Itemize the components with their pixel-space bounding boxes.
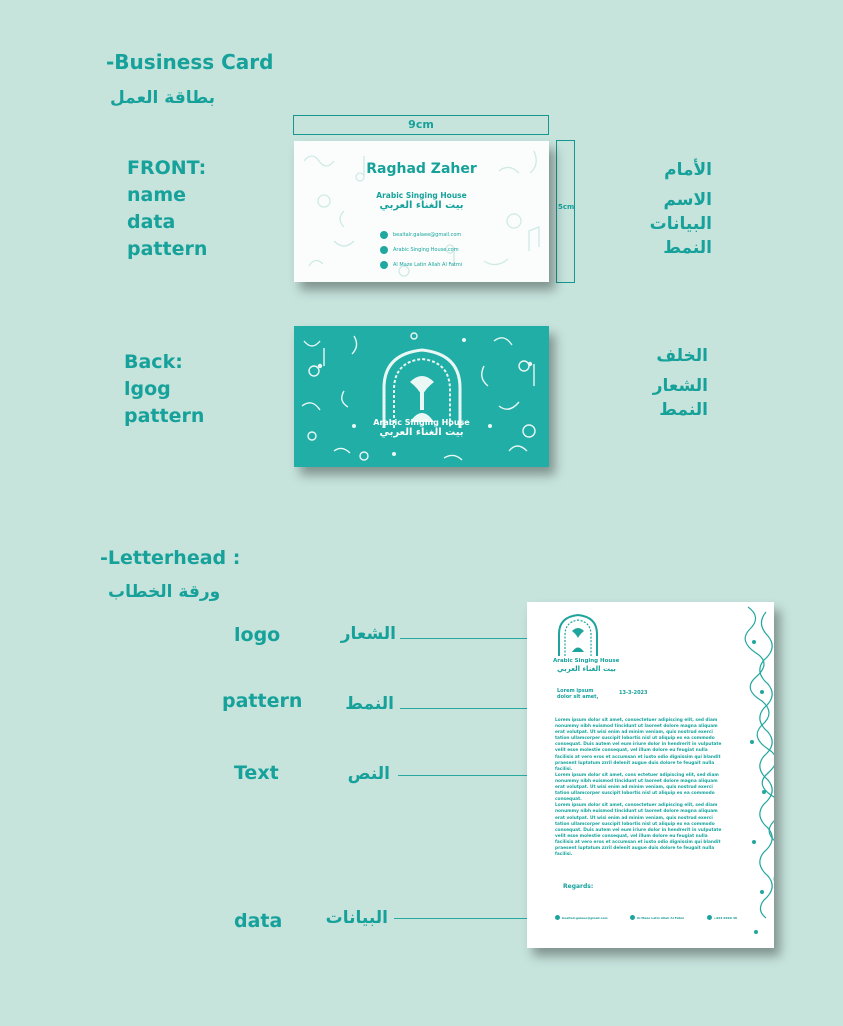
row-text-en: Text [234, 762, 279, 784]
letterhead-page [527, 602, 774, 948]
row-data-en: data [234, 910, 283, 932]
letterhead-heading: -Letterhead : [100, 547, 241, 569]
business-card-back [294, 326, 549, 467]
letterhead-recipient: Lorem ipsum dolor sit amet, [557, 688, 599, 700]
pattern-label: pattern [127, 238, 208, 260]
letterhead-footer [555, 915, 737, 920]
footer-address [630, 915, 684, 920]
card-contacts [380, 227, 462, 272]
letterhead-regards: Regards: [563, 883, 594, 890]
back-label-ar: الخلف [656, 346, 708, 366]
letterhead-heading-ar: ورقة الخطاب [108, 582, 221, 602]
footer-phone [707, 915, 737, 920]
letterhead-body-text: Lorem ipsum dolor sit amet, consectetuer adipiscing elit, sed diam nonummy nibh euismod tincidunt ut laoreet dolore magna aliquam erat volutpat. Ut wisi enim ad minim veniam, quis nostrud exerci tation ullamcorper suscipit lobortis nisl ut aliquip ex ea commodo consequat. Duis autem vel eum iriure dolor in hendrerit in vulputate velit esse molestie consequat, vel illum dolore eu feugiat nulla facilisis at vero eros et accumsan et iusto odio dignissim qui blandit praesent luptatum zzril delenit augue duis dolore te feugait nulla facilisi. Lorem ipsum dolor sit amet, cons ectetuer adipiscing elit, sed diam nonummy nibh euismod tincidunt ut laoreet dolore magna aliquam erat volutpat. Ut wisi enim ad minim veniam, quis nostrud exerci tation ullamcorper suscipit lobortis nisl ut aliquip ex ea commodo consequat. Lorem ipsum dolor sit amet, consectetuer adipiscing elit, sed diam nonummy nibh euismod tincidunt ut laoreet dolore magna aliquam erat volutpat. Ut wisi enim ad minim veniam, quis nostrud exerci tation ullamcorper suscipit lobortis nisl ut aliquip ex ea commodo consequat. Duis autem vel eum iriure dolor in hendrerit in vulputate velit esse molestie consequat, vel illum dolore eu feugiat nulla facilisis at vero eros et accumsan et iusto odio dignissim qui blandit praesent luptatum zzril delenit augue duis dolore te feugait nulla facilisi. [555, 718, 722, 858]
back-org-ar: بيت الغناء العربي [379, 427, 464, 438]
back-label: Back: [124, 351, 183, 373]
text-leader-line [398, 775, 548, 776]
row-text-ar: النص [347, 764, 390, 784]
back-org-en: Arabic Singing House [373, 418, 470, 427]
row-pattern-en: pattern [222, 690, 303, 712]
row-data-ar: البيانات [325, 908, 388, 928]
contact-email [380, 227, 462, 242]
height-dimension-box [556, 140, 575, 283]
globe-icon [380, 246, 388, 254]
location-icon [630, 915, 635, 920]
row-pattern-ar: النمط [345, 694, 394, 714]
back-pattern-label-ar: النمط [659, 400, 708, 420]
contact-email-text: beaitalr.galaee@gmail.com [393, 231, 462, 238]
contact-website [380, 242, 462, 257]
footer-phone-text: +963 0999 48 [713, 915, 737, 920]
business-card-heading: -Business Card [106, 50, 274, 74]
row-logo-en: logo [234, 624, 281, 646]
letterhead-org-ar: بيت الغناء العربي [557, 665, 616, 673]
footer-email [555, 915, 608, 920]
back-labels-ar [630, 344, 708, 422]
width-label: 9cm [408, 118, 434, 131]
side-ornament-pattern [742, 602, 774, 948]
height-label: 5cm [558, 203, 575, 211]
front-label: FRONT: [127, 157, 207, 179]
front-label-ar: الأمام [664, 160, 712, 180]
email-icon [555, 915, 560, 920]
name-label: name [127, 184, 187, 206]
front-labels-en [127, 155, 207, 263]
data-label-ar: البيانات [649, 214, 712, 234]
data-label: data [127, 211, 176, 233]
contact-website-text: Arabic Singing House.com [393, 246, 459, 253]
logo-label: lgog [124, 378, 171, 400]
card-org-ar: بيت الغناء العربي [379, 200, 464, 211]
location-icon [380, 261, 388, 269]
card-name: Raghad Zaher [366, 161, 477, 177]
name-label-ar: الاسم [663, 190, 712, 210]
card-org-en: Arabic Singing House [376, 191, 467, 200]
letterhead-logo [557, 614, 599, 658]
footer-address-text: Al Maze Latin Allah Al Fatmi [637, 915, 685, 920]
footer-email-text: beaitalr.galaee@gmail.com [562, 915, 608, 920]
logo-label-ar: الشعار [652, 376, 708, 396]
contact-address [380, 257, 462, 272]
phone-icon [707, 915, 712, 920]
back-labels-en [124, 349, 204, 430]
pattern-label-ar: النمط [663, 238, 712, 258]
business-card-front [294, 141, 549, 282]
letterhead-org-en: Arabic Singing House [553, 658, 620, 664]
letterhead-date: 13-3-2023 [619, 690, 648, 696]
business-card-heading-ar: بطاقة العمل [110, 88, 216, 108]
width-dimension-box [293, 115, 549, 135]
email-icon [380, 231, 388, 239]
contact-address-text: Al Maze Latin Allah Al Fatmi [393, 261, 463, 268]
row-logo-ar: الشعار [340, 624, 396, 644]
back-pattern-label: pattern [124, 405, 205, 427]
front-labels-ar [630, 158, 712, 260]
